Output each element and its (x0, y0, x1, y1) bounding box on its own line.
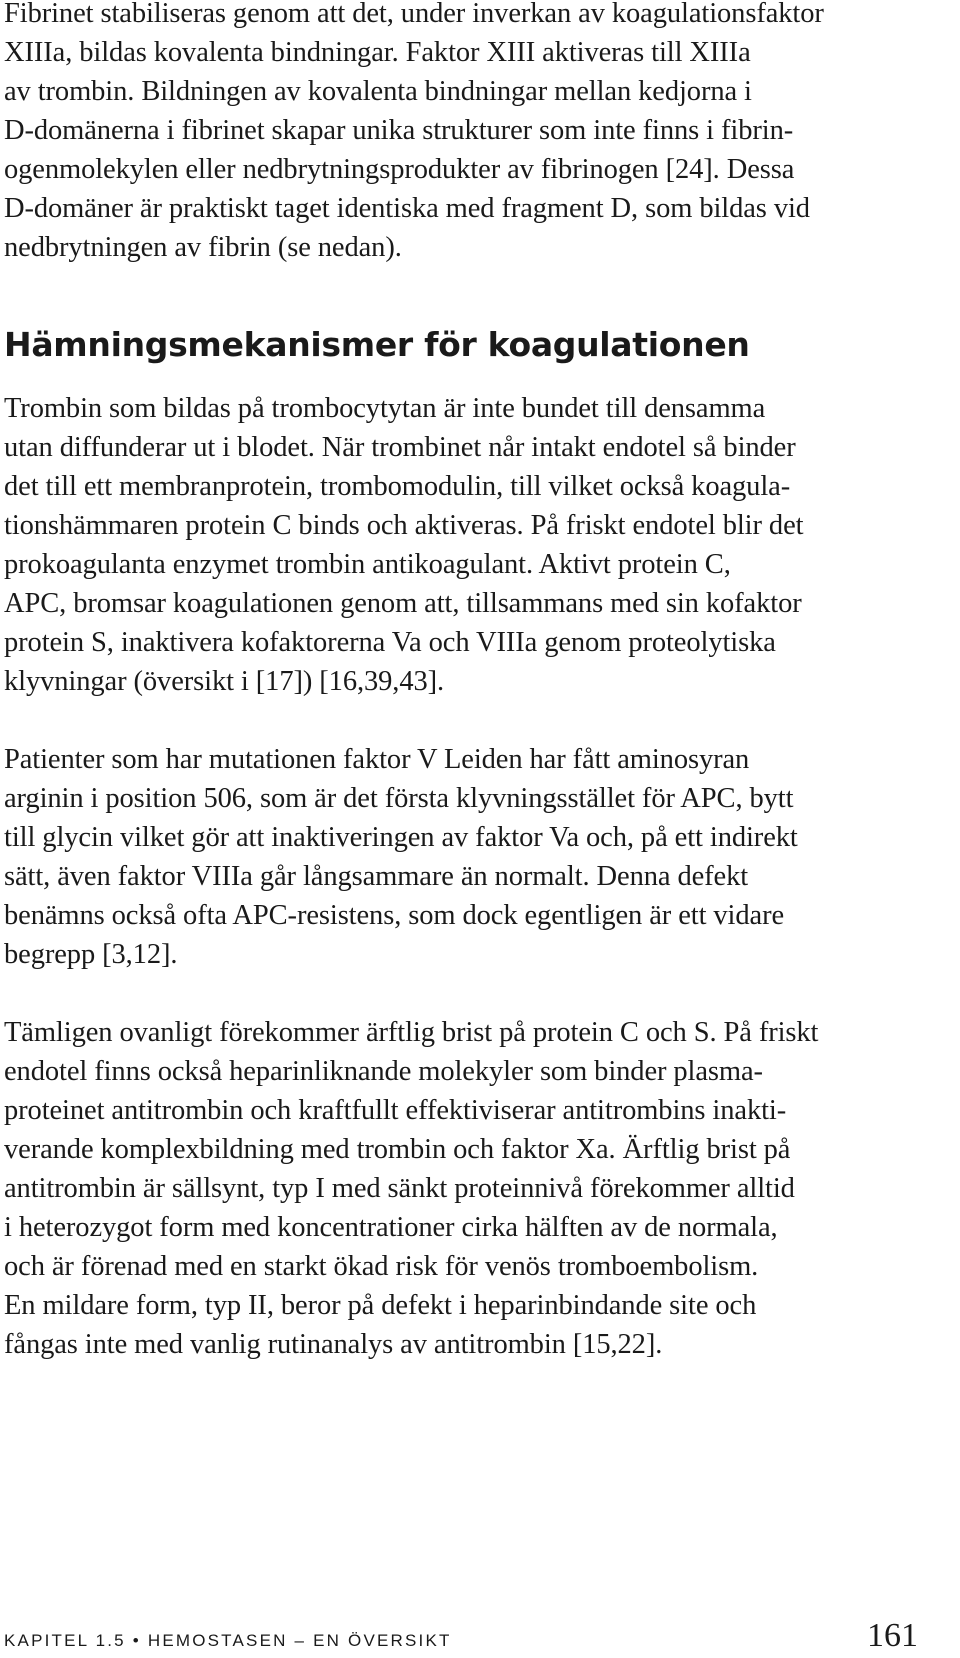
text-line: protein S, inaktivera kofaktorerna Va och VIIIa genom proteolytiska (4, 627, 776, 658)
text-line: antitrombin är sällsynt, typ I med sänkt proteinnivå förekommer alltid (4, 1173, 795, 1204)
text-line: benämns också ofta APC-resistens, som dock egentligen är ett vidare (4, 900, 785, 931)
text-line: sätt, även faktor VIIIa går långsammare än normalt. Denna defekt (4, 861, 749, 892)
page-footer (4, 1617, 918, 1657)
text-line: endotel finns också heparinliknande molekyler som binder plasma- (4, 1056, 763, 1087)
text-line: och är förenad med en starkt ökad risk för venös tromboembolism. (4, 1251, 759, 1282)
text-line: proteinet antitrombin och kraftfullt effektiviserar antitrombins inakti- (4, 1095, 787, 1126)
text-line: till glycin vilket gör att inaktiveringen av faktor Va och, på ett indirekt (4, 822, 798, 853)
text-line: D-domänerna i fibrinet skapar unika strukturer som inte finns i fibrin- (4, 115, 794, 146)
document-page (4, 0, 934, 1364)
text-line: tionshämmaren protein C binds och aktiveras. På friskt endotel blir det (4, 510, 804, 541)
text-line: XIIIa, bildas kovalenta bindningar. Faktor XIII aktiveras till XIIIa (4, 37, 751, 68)
text-line: Patienter som har mutationen faktor V Leiden har fått aminosyran (4, 744, 750, 775)
paragraph-factor-v-leiden (4, 740, 934, 974)
text-line: ogenmolekylen eller nedbrytningsprodukter av fibrinogen [24]. Dessa (4, 154, 795, 185)
text-line: arginin i position 506, som är det första klyvningsstället för APC, bytt (4, 783, 794, 814)
text-line: det till ett membranprotein, trombomodulin, till vilket också koagula- (4, 471, 791, 502)
page-number: 161 (867, 1617, 918, 1654)
text-line: verande komplexbildning med trombin och faktor Xa. Ärftlig brist på (4, 1134, 791, 1165)
text-line: Tämligen ovanligt förekommer ärftlig brist på protein C och S. På friskt (4, 1017, 819, 1048)
intro-paragraph (4, 0, 934, 267)
text-line: APC, bromsar koagulationen genom att, tillsammans med sin kofaktor (4, 588, 802, 619)
text-line: i heterozygot form med koncentrationer cirka hälften av de normala, (4, 1212, 778, 1243)
text-line: utan diffunderar ut i blodet. När trombinet når intakt endotel så binder (4, 432, 796, 463)
text-line: klyvningar (översikt i [17]) [16,39,43]. (4, 666, 445, 697)
text-line: prokoagulanta enzymet trombin antikoagulant. Aktivt protein C, (4, 549, 731, 580)
text-line: av trombin. Bildningen av kovalenta bindningar mellan kedjorna i (4, 76, 752, 107)
text-line: nedbrytningen av fibrin (se nedan). (4, 232, 402, 263)
running-head: KAPITEL 1.5 • HEMOSTASEN – EN ÖVERSIKT (4, 1631, 452, 1650)
text-line: En mildare form, typ II, beror på defekt i heparinbindande site och (4, 1290, 757, 1321)
section-heading: Hämningsmekanismer för koagulationen (4, 325, 750, 364)
paragraph-protein-c (4, 389, 934, 701)
text-line: Trombin som bildas på trombocytytan är inte bundet till densamma (4, 393, 766, 424)
text-line: Fibrinet stabiliseras genom att det, under inverkan av koagulationsfaktor (4, 0, 824, 29)
text-line: begrepp [3,12]. (4, 939, 178, 970)
text-line: D-domäner är praktiskt taget identiska med fragment D, som bildas vid (4, 193, 810, 224)
paragraph-antithrombin (4, 1013, 934, 1364)
text-line: fångas inte med vanlig rutinanalys av antitrombin [15,22]. (4, 1329, 663, 1360)
